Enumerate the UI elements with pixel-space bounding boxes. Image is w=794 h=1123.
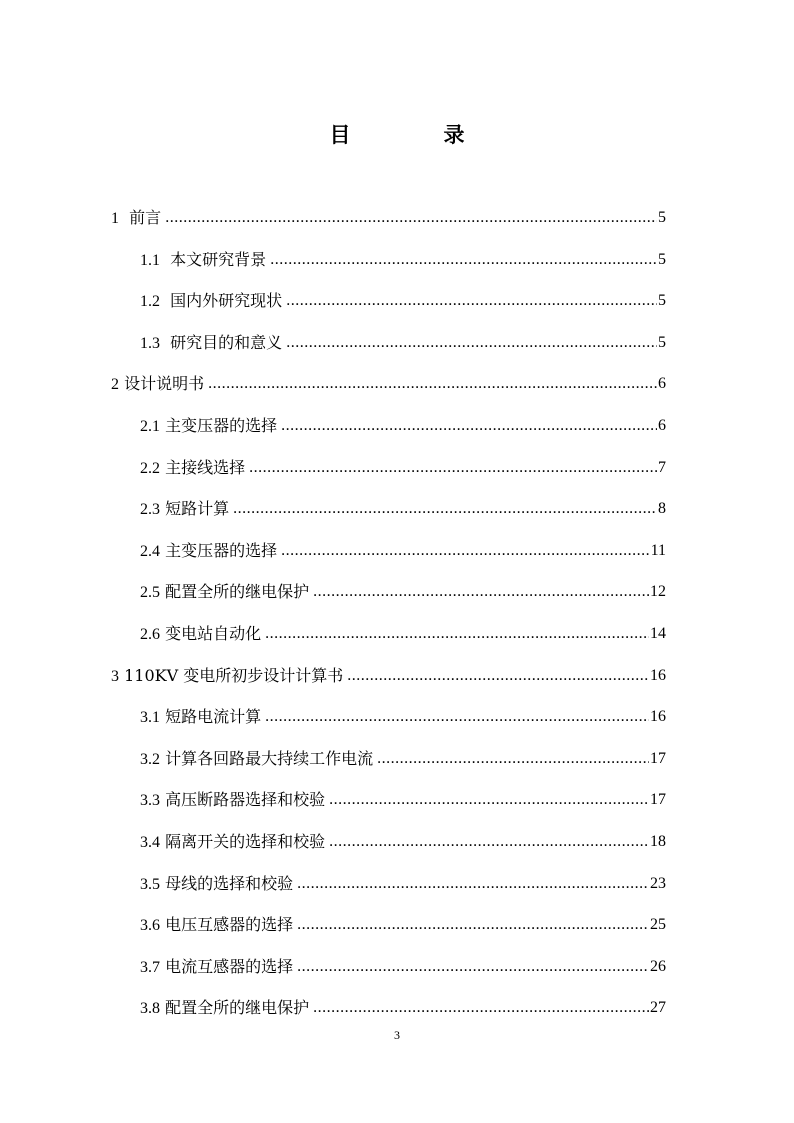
toc-entry[interactable] xyxy=(0,497,794,539)
toc-entry[interactable] xyxy=(0,289,794,331)
toc-title: 目 录 xyxy=(329,122,501,147)
toc-entry-number: 3.3 xyxy=(140,792,160,810)
toc-entry-leader-dots xyxy=(233,497,657,522)
toc-entry-label xyxy=(140,414,281,439)
toc-entry-number: 3.2 xyxy=(140,750,160,768)
toc-entry-text: 设计说明书 xyxy=(124,374,205,394)
toc-entry-label xyxy=(140,872,297,897)
toc-entry-text: 隔离开关的选择和校验 xyxy=(165,831,326,851)
toc-entry-leader-dots xyxy=(249,456,657,481)
toc-entry[interactable] xyxy=(0,580,794,622)
toc-entry[interactable] xyxy=(0,331,794,373)
toc-entry-page: 5 xyxy=(658,250,666,268)
toc-entry-page: 14 xyxy=(650,624,666,642)
toc-entry-label xyxy=(140,622,265,647)
toc-entry-number: 3.5 xyxy=(140,875,160,893)
toc-entry-leader-dots xyxy=(297,872,649,897)
toc-entry-label xyxy=(140,705,265,730)
toc-entry-leader-dots xyxy=(377,747,649,772)
toc-entry-text: 主变压器的选择 xyxy=(165,540,278,560)
toc-entry-leader-dots xyxy=(313,996,649,1021)
toc-entry[interactable] xyxy=(0,788,794,830)
toc-entry[interactable] xyxy=(0,705,794,747)
toc-entry-page: 27 xyxy=(650,999,666,1017)
toc-entry[interactable] xyxy=(0,539,794,581)
toc-entry-page: 25 xyxy=(650,916,666,934)
toc-entry-page: 26 xyxy=(650,957,666,975)
toc-entry-label xyxy=(140,331,286,356)
toc-entry-leader-dots xyxy=(281,539,649,564)
toc-entry[interactable] xyxy=(0,913,794,955)
toc-entry-page: 18 xyxy=(650,832,666,850)
toc-entry-page: 5 xyxy=(658,209,666,226)
toc-entry-label xyxy=(140,248,270,273)
toc-entry[interactable] xyxy=(0,414,794,456)
toc-entry-page: 5 xyxy=(658,333,666,351)
toc-entry-label xyxy=(140,996,313,1021)
toc-entry-leader-dots xyxy=(286,331,657,356)
toc-entry-text: 本文研究背景 xyxy=(170,249,267,269)
toc-entry-label xyxy=(111,372,208,397)
toc-entry-leader-dots xyxy=(270,248,657,273)
toc-entry-label xyxy=(140,456,249,481)
toc-entry-page: 17 xyxy=(650,791,666,809)
toc-entry-page: 23 xyxy=(650,874,666,892)
toc-entry-label xyxy=(140,955,297,980)
toc-entry-label xyxy=(111,664,347,689)
toc-entry-number: 1.1 xyxy=(140,251,160,269)
toc-entry-text: 配置全所的继电保护 xyxy=(165,582,310,602)
toc-entry-number: 2 xyxy=(111,376,119,394)
toc-entry-leader-dots xyxy=(286,289,657,314)
toc-entry-page: 16 xyxy=(650,708,666,726)
toc-entry[interactable] xyxy=(0,248,794,290)
toc-entry[interactable] xyxy=(0,622,794,664)
toc-entry-page: 16 xyxy=(650,666,666,684)
toc-entry-text: 配置全所的继电保护 xyxy=(165,998,310,1018)
toc-entry-number: 2.3 xyxy=(140,501,160,519)
toc-entry-text: 主接线选择 xyxy=(165,457,246,477)
toc-entry-text: 电压互感器的选择 xyxy=(165,915,294,935)
toc-entry-number: 3.1 xyxy=(140,709,160,727)
toc-entry-leader-dots xyxy=(208,372,657,397)
toc-entry-leader-dots xyxy=(281,414,657,439)
toc-entry-text: 短路电流计算 xyxy=(165,707,262,727)
toc-entry-text: 电流互感器的选择 xyxy=(165,956,294,976)
toc-entry-text: 短路计算 xyxy=(165,499,230,519)
toc-entry-number: 2.4 xyxy=(140,542,160,560)
toc-entry-number: 2.2 xyxy=(140,459,160,477)
toc-entry-page: 11 xyxy=(650,541,666,559)
toc-entry-number: 2.6 xyxy=(140,625,160,643)
toc-entry-label xyxy=(140,580,313,605)
toc-entry-page: 17 xyxy=(650,749,666,767)
toc-entry-leader-dots xyxy=(165,206,657,231)
toc-entry-text: 变电站自动化 xyxy=(165,623,262,643)
toc-entry-leader-dots xyxy=(297,913,649,938)
toc-entry-label xyxy=(111,206,165,231)
toc-entry-label xyxy=(140,788,329,813)
toc-entry-leader-dots xyxy=(313,580,649,605)
toc-entry-number: 2.1 xyxy=(140,417,160,435)
toc-entry-page: 5 xyxy=(658,292,666,310)
toc-entry-text: 计算各回路最大持续工作电流 xyxy=(165,748,374,768)
toc-entry-label xyxy=(140,747,377,772)
toc-entry-number: 1.2 xyxy=(140,293,160,311)
toc-entry[interactable] xyxy=(0,872,794,914)
toc-entry-page: 12 xyxy=(650,583,666,601)
toc-entry-leader-dots xyxy=(297,955,649,980)
toc-entry-leader-dots xyxy=(329,788,649,813)
toc-entry-text: 前言 xyxy=(129,208,162,227)
toc-entry-text: 主变压器的选择 xyxy=(165,415,278,435)
toc-entry-page: 8 xyxy=(658,500,666,518)
toc-entry-text: 高压断路器选择和校验 xyxy=(165,790,326,810)
toc-entry-leader-dots xyxy=(329,830,649,855)
toc-entry-label xyxy=(140,497,233,522)
toc-entry-number: 2.5 xyxy=(140,584,160,602)
toc-entry-leader-dots xyxy=(265,622,649,647)
toc-entry-number: 1.3 xyxy=(140,334,160,352)
toc-entry-number: 3.6 xyxy=(140,917,160,935)
toc-entry[interactable] xyxy=(0,206,794,248)
toc-entry-number: 3 xyxy=(111,667,119,685)
toc-entry[interactable] xyxy=(0,747,794,789)
toc-entry-number: 1 xyxy=(111,210,119,227)
toc-entry-text: 110KV 变电所初步设计计算书 xyxy=(124,665,344,685)
toc-entry-leader-dots xyxy=(265,705,649,730)
toc-entry-text: 国内外研究现状 xyxy=(170,291,283,311)
toc-entry-number: 3.4 xyxy=(140,833,160,851)
page-number: 3 xyxy=(394,1028,400,1042)
toc-entry[interactable] xyxy=(0,664,794,706)
toc-entry-page: 6 xyxy=(658,416,666,434)
toc-entry[interactable] xyxy=(0,372,794,414)
toc-entry-text: 研究目的和意义 xyxy=(170,332,283,352)
toc-entry-label xyxy=(140,830,329,855)
toc-entry-page: 6 xyxy=(658,375,666,393)
toc-entry-label xyxy=(140,289,286,314)
toc-entry[interactable] xyxy=(0,830,794,872)
toc-entry[interactable] xyxy=(0,456,794,498)
toc-entry-page: 7 xyxy=(658,458,666,476)
toc-entry-number: 3.8 xyxy=(140,1000,160,1018)
toc-entry-number: 3.7 xyxy=(140,958,160,976)
toc-entry[interactable] xyxy=(0,955,794,997)
toc-entry-label xyxy=(140,913,297,938)
toc-entry-leader-dots xyxy=(347,664,649,689)
table-of-contents xyxy=(0,206,794,1038)
toc-entry-label xyxy=(140,539,281,564)
toc-entry-text: 母线的选择和校验 xyxy=(165,873,294,893)
